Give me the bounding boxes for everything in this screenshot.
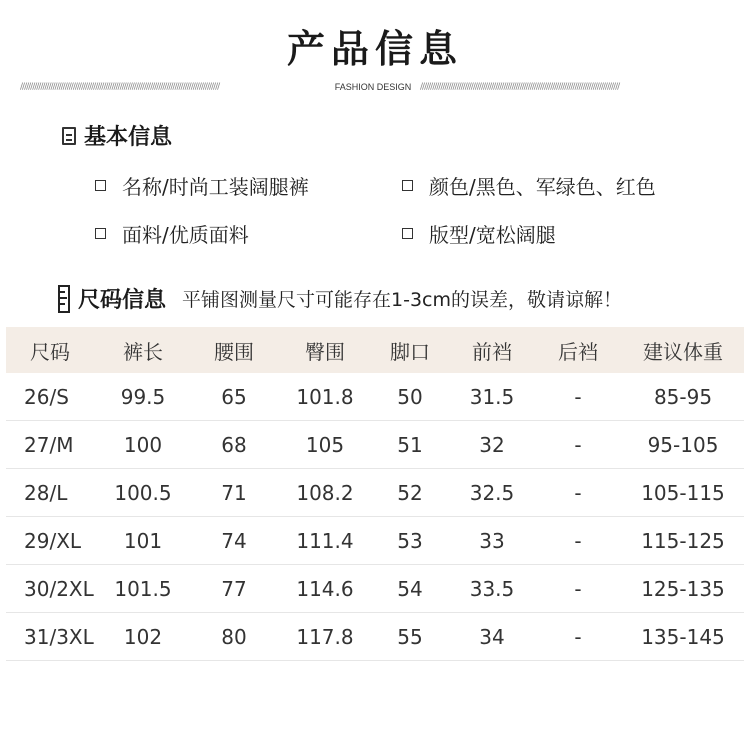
table-cell: 105-115 (622, 469, 744, 517)
table-cell: 125-135 (622, 565, 744, 613)
column-header: 后裆 (534, 327, 622, 373)
table-cell: 50 (370, 373, 450, 421)
table-cell: 108.2 (280, 469, 370, 517)
column-header: 腰围 (188, 327, 280, 373)
ruler-icon (58, 285, 70, 313)
table-cell: 85-95 (622, 373, 744, 421)
table-cell: 55 (370, 613, 450, 661)
table-cell: 34 (450, 613, 534, 661)
size-info-heading (58, 283, 622, 314)
page-title: 产品信息 (286, 27, 463, 71)
size-note: 平铺图测量尺寸可能存在1-3cm的误差，敬请谅解！ (182, 289, 623, 311)
table-row (6, 517, 744, 565)
table-cell: 117.8 (280, 613, 370, 661)
table-cell: 99.5 (98, 373, 188, 421)
decorative-divider-right: ////////////////////////////////////////////////////////////////////////////////////////////////// (420, 82, 620, 92)
table-row (6, 613, 744, 661)
table-cell: - (534, 469, 622, 517)
table-cell: 100 (98, 421, 188, 469)
table-cell: 105 (280, 421, 370, 469)
table-cell: 32 (450, 421, 534, 469)
column-header: 裤长 (98, 327, 188, 373)
info-item-label: 版型/宽松阔腿 (429, 223, 556, 247)
table-cell: 65 (188, 373, 280, 421)
column-header: 脚口 (370, 327, 450, 373)
table-cell: 100.5 (98, 469, 188, 517)
table-row (6, 469, 744, 517)
table-cell: 101.5 (98, 565, 188, 613)
checkbox-icon (95, 228, 106, 239)
table-cell: 31/3XL (6, 613, 98, 661)
size-info-title: 尺码信息 (78, 288, 167, 313)
table-cell: 29/XL (6, 517, 98, 565)
table-cell: 135-145 (622, 613, 744, 661)
info-item-label: 颜色/黑色、军绿色、红色 (429, 175, 656, 199)
table-cell: 26/S (6, 373, 98, 421)
table-cell: 95-105 (622, 421, 744, 469)
info-item-label: 面料/优质面料 (122, 223, 249, 247)
table-cell: 51 (370, 421, 450, 469)
table-cell: 71 (188, 469, 280, 517)
table-cell: 31.5 (450, 373, 534, 421)
table-cell: 77 (188, 565, 280, 613)
table-cell: - (534, 421, 622, 469)
table-cell: 111.4 (280, 517, 370, 565)
table-cell: 27/M (6, 421, 98, 469)
checkbox-icon (402, 180, 413, 191)
table-row (6, 421, 744, 469)
table-cell: 101.8 (280, 373, 370, 421)
table-cell: 28/L (6, 469, 98, 517)
column-header: 臀围 (280, 327, 370, 373)
table-cell: 53 (370, 517, 450, 565)
info-item-label: 名称/时尚工装阔腿裤 (122, 175, 309, 199)
table-cell: 68 (188, 421, 280, 469)
size-table-header-row (6, 327, 744, 373)
table-cell: 33 (450, 517, 534, 565)
document-icon (62, 127, 76, 145)
decorative-divider-left: ////////////////////////////////////////////////////////////////////////////////////////////////// (20, 82, 220, 92)
info-item-fabric (95, 219, 249, 248)
table-cell: - (534, 517, 622, 565)
table-cell: - (534, 373, 622, 421)
table-cell: - (534, 565, 622, 613)
checkbox-icon (402, 228, 413, 239)
table-cell: 101 (98, 517, 188, 565)
table-row (6, 373, 744, 421)
info-item-fit (402, 219, 556, 248)
table-row (6, 565, 744, 613)
column-header: 尺码 (6, 327, 98, 373)
table-cell: 74 (188, 517, 280, 565)
basic-info-heading (62, 120, 172, 151)
table-cell: 80 (188, 613, 280, 661)
fashion-design-subtitle: FASHION DESIGN (334, 82, 412, 92)
table-cell: 33.5 (450, 565, 534, 613)
info-item-name (95, 171, 309, 200)
table-cell: 32.5 (450, 469, 534, 517)
basic-info-title: 基本信息 (84, 125, 173, 150)
table-cell: 52 (370, 469, 450, 517)
table-cell: 114.6 (280, 565, 370, 613)
table-cell: 54 (370, 565, 450, 613)
column-header: 建议体重 (622, 327, 744, 373)
table-cell: - (534, 613, 622, 661)
column-header: 前裆 (450, 327, 534, 373)
table-cell: 115-125 (622, 517, 744, 565)
info-item-color (402, 171, 656, 200)
table-cell: 102 (98, 613, 188, 661)
checkbox-icon (95, 180, 106, 191)
size-table (6, 327, 744, 661)
table-cell: 30/2XL (6, 565, 98, 613)
